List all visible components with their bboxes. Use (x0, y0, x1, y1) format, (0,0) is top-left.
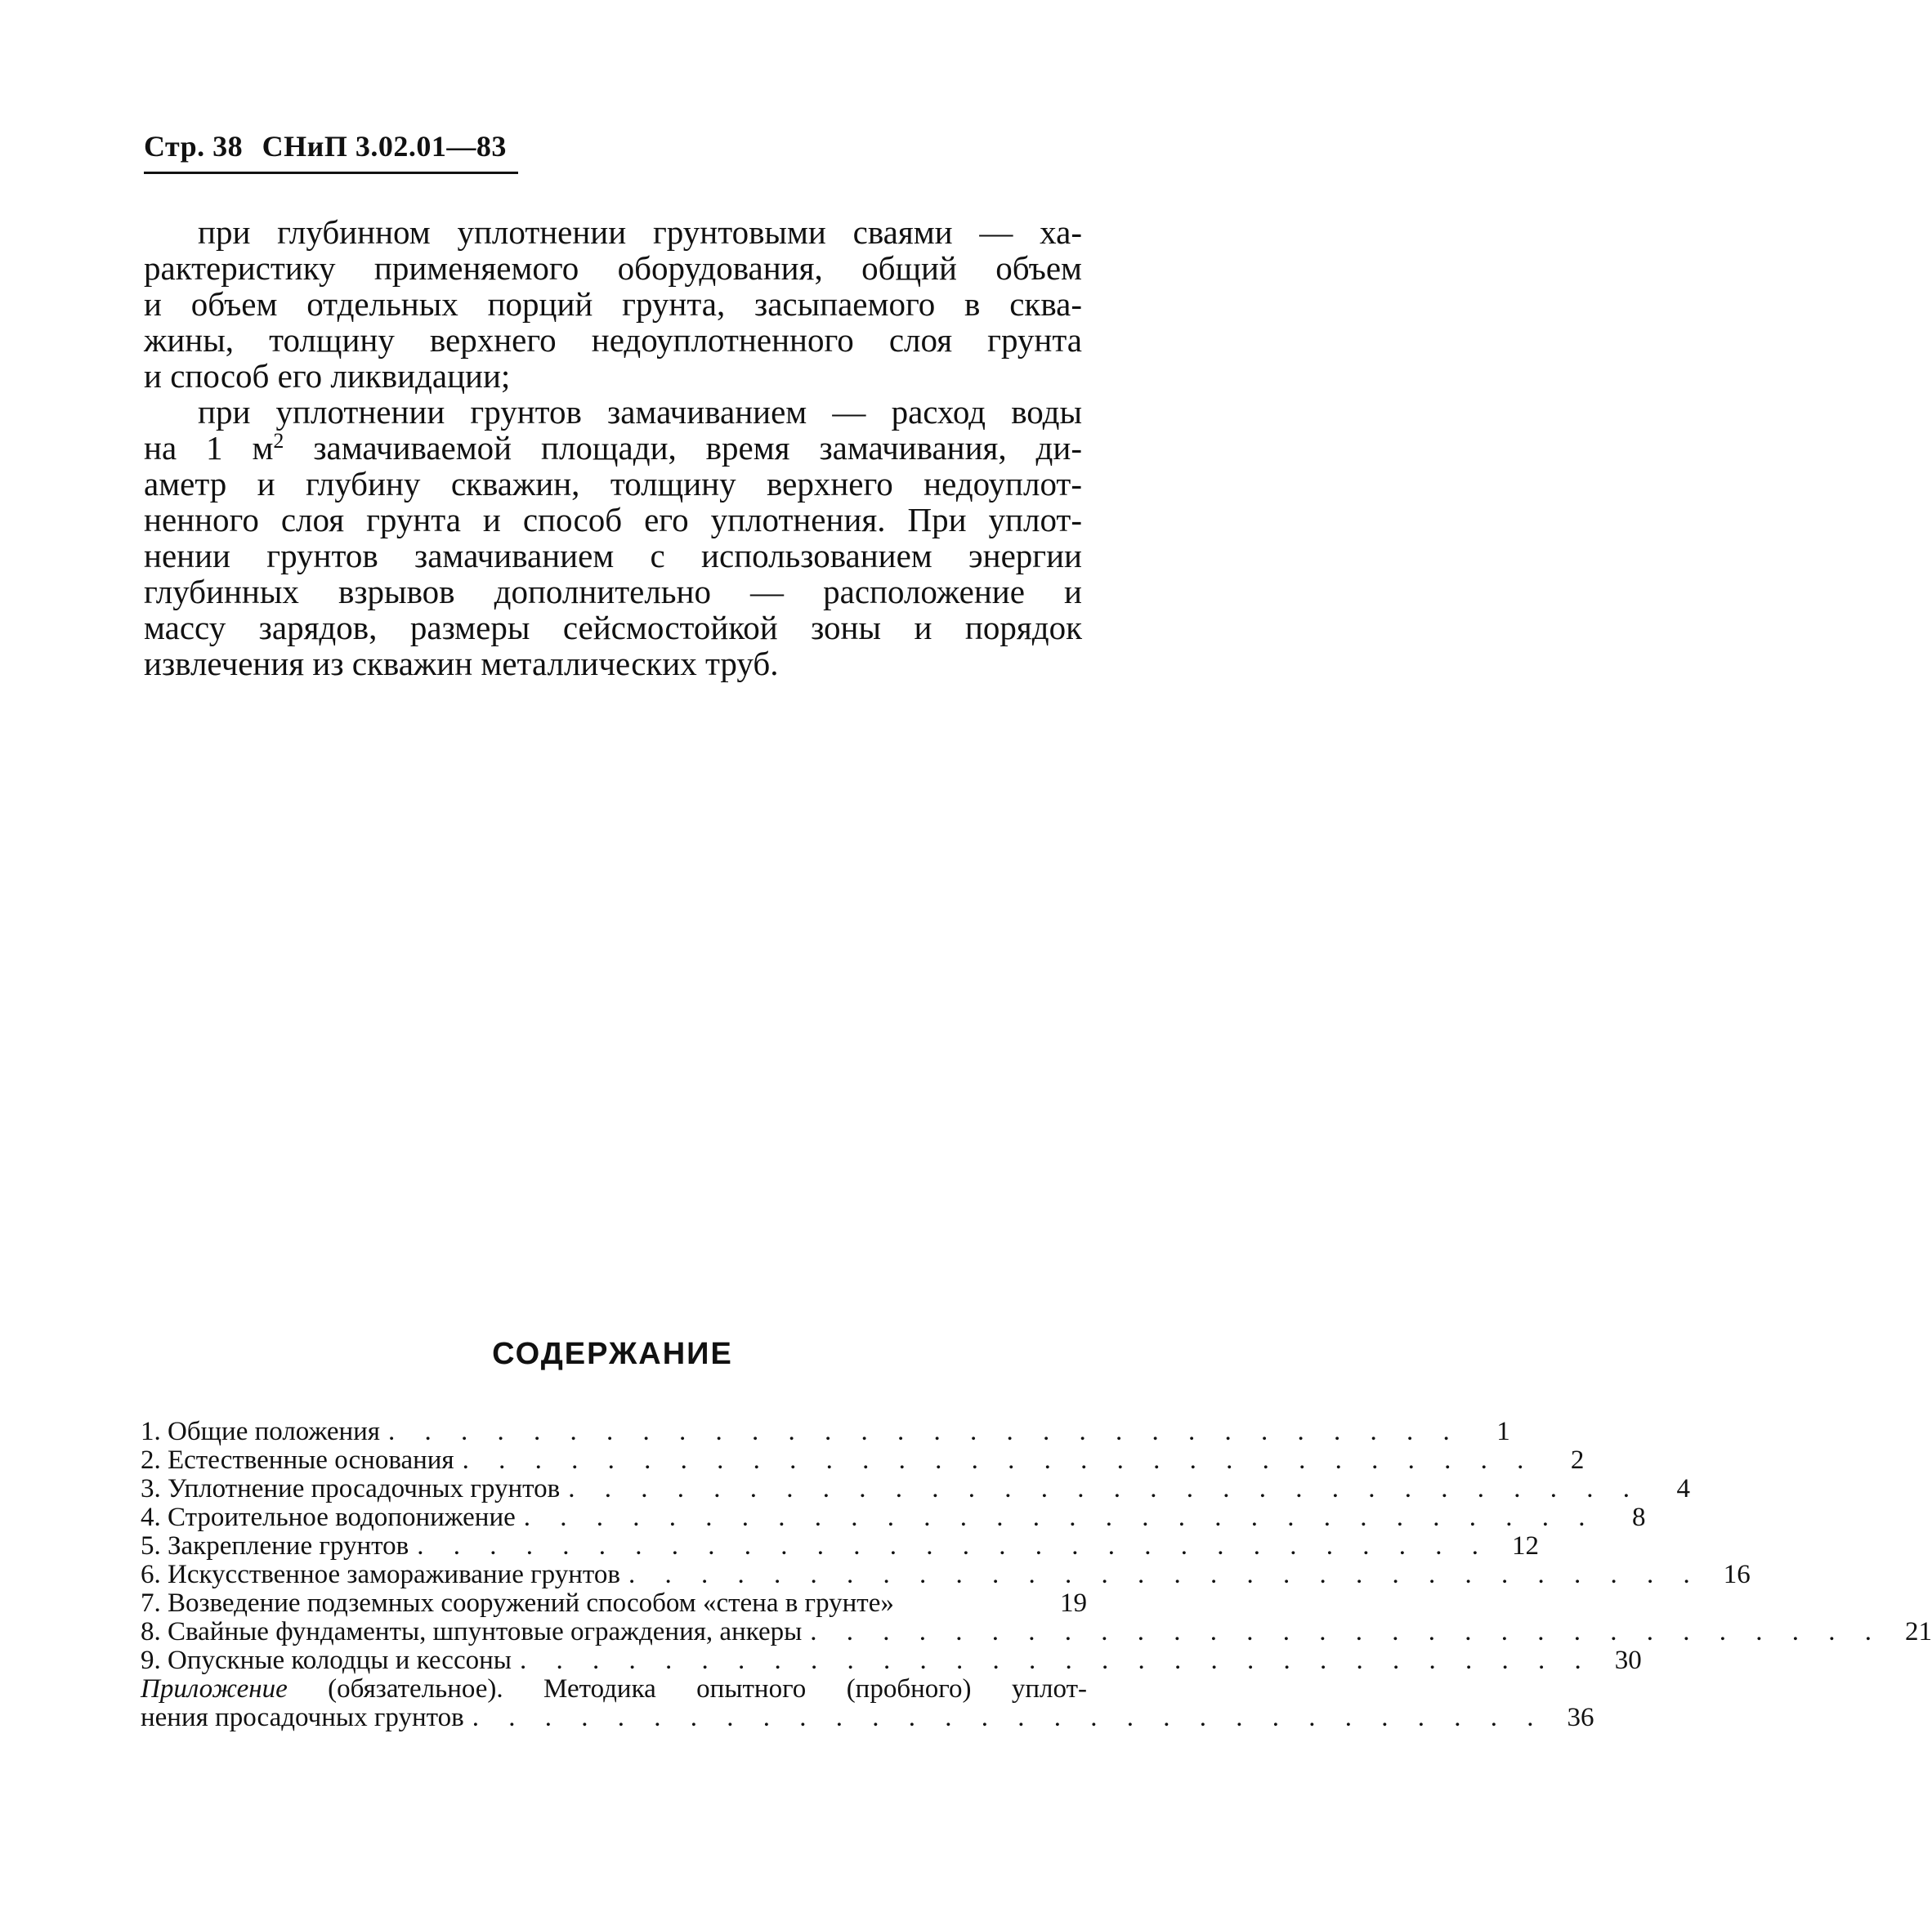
toc-appendix-entry[interactable] (141, 1674, 1594, 1732)
table-of-contents (141, 1417, 1932, 1732)
text-line: рактеристику применяемого оборудования, общий объем (144, 249, 1082, 287)
toc-leader-dots: . . . . . . . . . . . . . . . . . . . . . . . . . . . . . . (417, 1531, 1490, 1561)
toc-entry[interactable] (141, 1589, 1087, 1618)
text-line: глубинных взрывов дополнительно — расположение и (144, 573, 1082, 610)
toc-entry[interactable] (141, 1445, 1585, 1475)
toc-entry-page: 16 (1723, 1560, 1751, 1589)
toc-entry-label: 4. Строительное водопонижение (141, 1503, 516, 1532)
appendix-title-part: (обязательное). Методика опытного (пробного) уплот- (328, 1674, 1087, 1704)
appendix-label: Приложение (141, 1674, 288, 1704)
toc-entry[interactable] (141, 1617, 1932, 1646)
body-text (144, 214, 1082, 681)
toc-appendix-line (141, 1703, 1594, 1732)
text-line: при уплотнении грунтов замачиванием — расход воды (198, 393, 1082, 431)
text-line: извлечения из скважин металлических труб. (144, 645, 779, 682)
toc-entry[interactable] (141, 1560, 1751, 1589)
toc-entry-label: 9. Опускные колодцы и кессоны (141, 1646, 512, 1675)
toc-entry-label: 2. Естественные основания (141, 1445, 454, 1475)
page-number: Стр. 38 (144, 130, 244, 163)
paragraph-2 (144, 394, 1082, 681)
toc-entry-label: 1. Общие положения (141, 1417, 380, 1446)
toc-leader-dots: . . . . . . . . . . . . . . . . . . . . . . . . . . . . . . (568, 1474, 1641, 1503)
text-line: и способ его ликвидации; (144, 357, 511, 395)
toc-entry-page: 21 (1905, 1617, 1932, 1646)
text-line-with-superscript (144, 430, 1082, 466)
text-line: жины, толщину верхнего недоуплотненного слоя грунта (144, 321, 1082, 359)
toc-entry[interactable] (141, 1646, 1642, 1675)
toc-entry[interactable] (141, 1503, 1646, 1532)
toc-entry-page: 36 (1567, 1703, 1594, 1732)
page-header (144, 129, 518, 174)
toc-entry[interactable] (141, 1417, 1510, 1446)
paragraph-1 (144, 214, 1082, 394)
toc-entry-page: 19 (1060, 1588, 1087, 1618)
toc-leader-dots: . . . . . . . . . . . . . . . . . . . . . . . . . . . . . . (472, 1703, 1545, 1732)
toc-entry-page: 30 (1614, 1646, 1642, 1675)
text-line: нении грунтов замачиванием с использованием энергии (144, 537, 1082, 574)
toc-entry-label: 3. Уплотнение просадочных грунтов (141, 1474, 561, 1503)
text-line: при глубинном уплотнении грунтовыми сваями — ха- (198, 213, 1082, 251)
toc-leader-dots: . . . . . . . . . . . . . . . . . . . . . . . . . . . . . . (810, 1617, 1884, 1646)
toc-title: СОДЕРЖАНИЕ (492, 1337, 733, 1371)
toc-entry-label: 6. Искусственное замораживание грунтов (141, 1560, 620, 1589)
toc-leader-dots: . . . . . . . . . . . . . . . . . . . . . . . . . . . . . . (387, 1417, 1461, 1446)
toc-entry-page: 8 (1632, 1503, 1646, 1532)
text-line: аметр и глубину скважин, толщину верхнего недоуплот- (144, 465, 1082, 503)
text-fragment: на 1 м (144, 429, 274, 467)
toc-entry-page: 4 (1676, 1474, 1690, 1503)
text-line: ненного слоя грунта и способ его уплотнения. При уплот- (144, 501, 1082, 538)
toc-entry-page: 12 (1511, 1531, 1539, 1561)
toc-appendix-line (141, 1675, 1087, 1704)
toc-entry[interactable] (141, 1474, 1690, 1503)
toc-entry-label: 5. Закрепление грунтов (141, 1531, 409, 1561)
toc-entry[interactable] (141, 1531, 1539, 1561)
toc-leader-dots: . . . . . . . . . . . . . . . . . . . . . . . . . . . . . . (628, 1560, 1702, 1589)
text-line: и объем отдельных порций грунта, засыпаемого в сква- (144, 285, 1082, 323)
text-fragment: замачиваемой площади, время замачивания, ди- (313, 429, 1083, 467)
toc-leader-dots: . . . . . . . . . . . . . . . . . . . . . . . . . . . . . . (523, 1503, 1597, 1532)
text-line: массу зарядов, размеры сейсмостойкой зоны и порядок (144, 609, 1082, 646)
toc-leader-dots: . . . . . . . . . . . . . . . . . . . . . . . . . . . . . . (519, 1646, 1593, 1675)
document-code: СНиП 3.02.01—83 (262, 130, 507, 163)
toc-entry-label: 8. Свайные фундаменты, шпунтовые ограждения, анкеры (141, 1617, 803, 1646)
toc-entry-page: 1 (1496, 1417, 1510, 1446)
appendix-title-part: нения просадочных грунтов (141, 1703, 464, 1732)
superscript: 2 (273, 429, 284, 453)
toc-entry-label: 7. Возведение подземных сооружений способом «стена в грунте» (141, 1588, 894, 1618)
toc-leader-dots: . . . . . . . . . . . . . . . . . . . . . . . . . . . . . . (462, 1445, 1536, 1475)
toc-entry-page: 2 (1570, 1445, 1585, 1475)
